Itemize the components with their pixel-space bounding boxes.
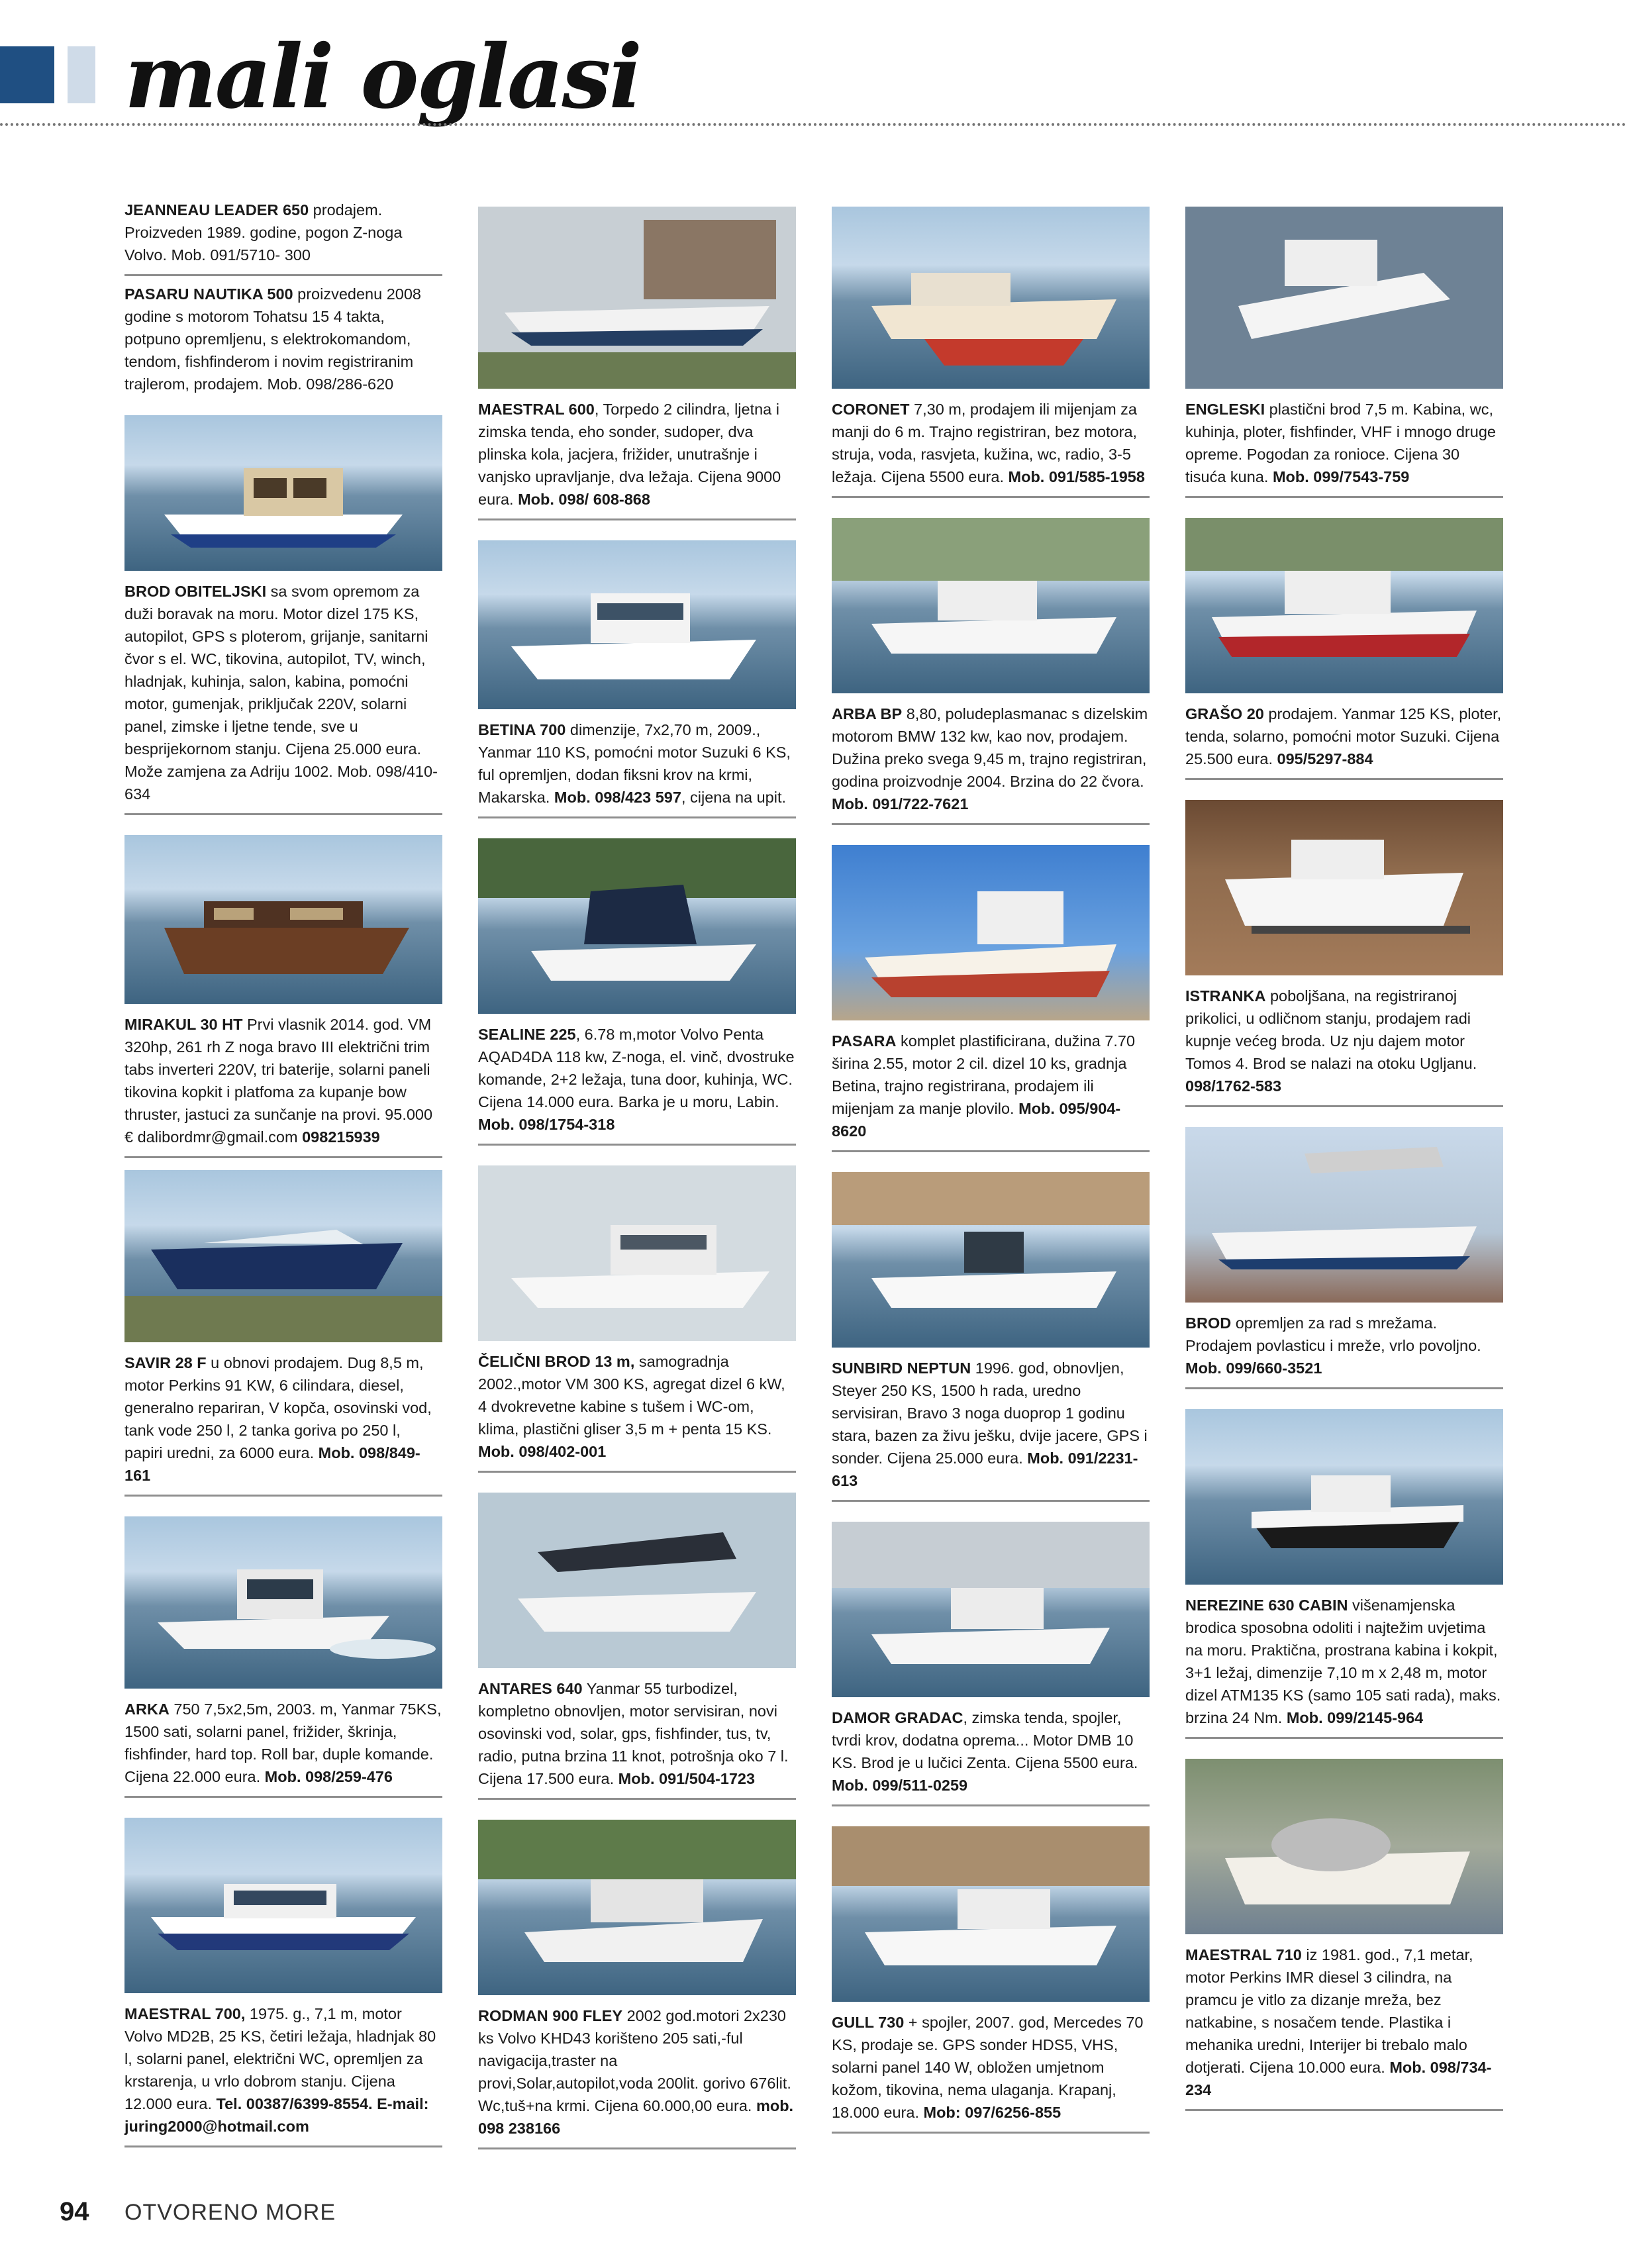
ad-text-tail: , cijena na upit. xyxy=(681,789,787,806)
ad-title: SUNBIRD NEPTUN xyxy=(832,1359,971,1377)
ad-title: ARKA xyxy=(124,1701,170,1718)
ad-title: ISTRANKA xyxy=(1185,987,1266,1005)
ad-contact: Mob. 091/585-1958 xyxy=(1008,468,1145,485)
ad-text: plastični brod 7,5 m. Kabina, wc, kuhinja, ploter, fishfinder, VHF i mnogo druge opreme. Pogodan za ronioce. Cijena 30 tisuća kuna. xyxy=(1185,401,1496,485)
boat-photo xyxy=(478,838,796,1014)
column-1 xyxy=(124,192,442,2147)
ad-text: Yanmar 55 turbodizel, kompletno obnovljen, motor servisiran, novi osovinski vod, solar, gps, fishfinder, tus, tv, radio, putna brzina 11 knot, potrošnja oko 7 l. Cijena 17.500 eura. xyxy=(478,1680,789,1787)
classified-ad xyxy=(124,276,442,403)
classified-ad xyxy=(832,1152,1150,1502)
ad-title: BETINA 700 xyxy=(478,721,566,738)
boat-photo xyxy=(124,1818,442,1993)
ad-title: PASARU NAUTIKA 500 xyxy=(124,285,293,303)
ad-title: BROD xyxy=(1185,1314,1232,1332)
boat-photo xyxy=(478,1165,796,1341)
boat-photo xyxy=(124,1170,442,1342)
ad-contact: Mob. 091/504-1723 xyxy=(618,1770,756,1787)
classified-ad xyxy=(832,1806,1150,2134)
ad-text: iz 1981. god., 7,1 metar, motor Perkins IMR diesel 3 cilindra, na pramcu je vitlo za dizanje mreža, bez natkabine, s nosačem tende. Plastika i mehanika uredni, Interijer bi trebalo malo dotjerati. Cijena 10.000 eura. xyxy=(1185,1946,1473,2076)
ad-contact: Mob. 099/7543-759 xyxy=(1272,468,1410,485)
classified-ad xyxy=(832,825,1150,1152)
ad-text: , 6.78 m,motor Volvo Penta AQAD4DA 118 kw, Z-noga, el. vinč, dvostruke komande, 2+2 ležaja, tuna door, kuhinja, WC. Cijena 14.000 eura. Barka je u moru, Labin. xyxy=(478,1026,795,1110)
boat-photo xyxy=(832,1826,1150,2002)
section-title: mali oglasi xyxy=(124,26,640,128)
ad-text: sa svom opremom za duži boravak na moru. Motor dizel 175 KS, autopilot, GPS s ploterom, grijanje, sanitarni čvor s el. WC, tikovina, autopilot, TV, winch, hladnjak, kuhinja, salon, kabina, pomoćni motor, gumenjak, priključak 220V, solarni panel, zimske i ljetne tende, sve u besprijekornom stanju. Cijena 25.000 eura. Može zamjena za Adriju 1002. Mob. 098/410-634 xyxy=(124,583,438,803)
boat-photo xyxy=(1185,518,1503,693)
ad-contact: Mob. 099/2145-964 xyxy=(1286,1709,1424,1726)
ad-text: 7,30 m, prodajem ili mijenjam za manji do 6 m. Trajno registriran, bez motora, struja, voda, rasvjeta, kužina, wc, radio, 3-5 ležaja. Cijena 5500 eura. xyxy=(832,401,1138,485)
ad-title: SAVIR 28 F xyxy=(124,1354,207,1371)
ad-title: ANTARES 640 xyxy=(478,1680,583,1697)
ad-contact: 095/5297-884 xyxy=(1277,750,1373,767)
ad-title: JEANNEAU LEADER 650 xyxy=(124,201,309,219)
magazine-name: OTVORENO MORE xyxy=(124,2200,336,2225)
column-2 xyxy=(478,192,796,2149)
ad-text: komplet plastificirana, dužina 7.70 širina 2.55, motor 2 cil. dizel 10 ks, gradnja Betina, trajno registrirana, prodajem ili mijenjam za manje plovilo. xyxy=(832,1032,1136,1117)
ad-text: 1975. g., 7,1 m, motor Volvo MD2B, 25 KS, četiri ležaja, hladnjak 80 l, solarni panel, električni WC, opremljen za krstarenja, u vrlo dobrom stanju. Cijena 12.000 eura. xyxy=(124,2005,436,2112)
ad-contact: Mob. 095/904-8620 xyxy=(832,1100,1121,1140)
boat-photo xyxy=(832,845,1150,1020)
header-light-block xyxy=(68,46,95,103)
ad-text: samogradnja 2002.,motor VM 300 KS, agregat dizel 6 kW, 4 dvokrevetne kabine s tušem i WC-om, klima, plastični gliser 3,5 m + penta 15 KS. xyxy=(478,1353,785,1438)
classified-ad xyxy=(478,818,796,1146)
ad-text: 8,80, poludeplasmanac s dizelskim motorom BMW 132 kw, kao nov, prodajem. Dužina preko svega 9,45 m, trajno registriran, godina proizvodnje 2004. Brzina do 22 čvora. xyxy=(832,705,1148,790)
classified-ad xyxy=(478,1800,796,2149)
classified-ad xyxy=(1185,498,1503,780)
boat-photo xyxy=(832,1172,1150,1348)
ad-text: opremljen za rad s mrežama. Prodajem povlasticu i mreže, vrlo povoljno. xyxy=(1185,1314,1481,1354)
ad-contact: 098215939 xyxy=(302,1128,380,1146)
boat-photo xyxy=(478,1820,796,1995)
ad-contact: mob. 098 238166 xyxy=(478,2097,794,2137)
column-4 xyxy=(1185,192,1503,2111)
ad-text: + spojler, 2007. god, Mercedes 70 KS, prodaje se. GPS sonder HDS5, VHS, solarni panel 140 W, obložen umjetnom kožom, tikovina, nema ulaganja. Krapanj, 18.000 eura. xyxy=(832,2014,1144,2121)
classified-ad xyxy=(832,498,1150,825)
ad-title: MAESTRAL 710 xyxy=(1185,1946,1302,1963)
ad-title: NEREZINE 630 CABIN xyxy=(1185,1597,1348,1614)
ad-title: MIRAKUL 30 HT xyxy=(124,1016,243,1033)
classified-ad xyxy=(124,403,442,815)
classified-ad xyxy=(1185,192,1503,498)
ad-contact: Mob. 098/402-001 xyxy=(478,1443,607,1460)
ad-contact: Mob. 099/660-3521 xyxy=(1185,1359,1322,1377)
boat-photo xyxy=(124,835,442,1004)
ad-contact: Mob. 098/849-161 xyxy=(124,1444,420,1484)
ad-text: 2002 god.motori 2x230 ks Volvo KHD43 korišteno 205 sati,-ful navigacija,traster na provi,Solar,autopilot,voda 200lit. gorivo 676lit. Wc,tuš+na krmi. Cijena 60.000,00 eura. xyxy=(478,2007,791,2114)
ad-title: ARBA BP xyxy=(832,705,903,722)
ad-title: ENGLESKI xyxy=(1185,401,1265,418)
ad-contact: Mob. 091/722-7621 xyxy=(832,795,969,813)
ad-title: SEALINE 225 xyxy=(478,1026,576,1043)
boat-photo xyxy=(478,1493,796,1668)
classified-ad xyxy=(478,1473,796,1800)
ad-text: , Torpedo 2 cilindra, ljetna i zimska tenda, eho sonder, sudoper, dva plinska kola, jacjera, frižider, unutrašnje i vanjsko upravljanje, dva ležaja. Cijena 9000 eura. xyxy=(478,401,781,508)
boat-photo xyxy=(124,415,442,571)
classified-ad xyxy=(124,1798,442,2147)
ad-contact: Mob. 098/734-234 xyxy=(1185,2059,1492,2098)
boat-photo xyxy=(1185,800,1503,975)
ad-text: prodajem. Yanmar 125 KS, ploter, tenda, solarno, pomoćni motor Suzuki. Cijena 25.500 eura. xyxy=(1185,705,1502,767)
ad-title: BROD OBITELJSKI xyxy=(124,583,267,600)
ad-title: GRAŠO 20 xyxy=(1185,705,1264,722)
classified-ad xyxy=(1185,1739,1503,2111)
ad-title: CORONET xyxy=(832,401,910,418)
boat-photo xyxy=(832,1522,1150,1697)
ad-text: u obnovi prodajem. Dug 8,5 m, motor Perkins 91 KW, 6 cilindara, diesel, generalno repariran, V kopča, osovinski vod, tank vode 250 l, 2 tanka goriva po 250 l, papiri uredni, za 6000 eura. xyxy=(124,1354,432,1461)
ad-contact: 098/1762-583 xyxy=(1185,1077,1282,1095)
ad-contact: Mob. 098/ 608-868 xyxy=(518,491,650,508)
boat-photo xyxy=(832,207,1150,389)
ad-text: proizvedenu 2008 godine s motorom Tohatsu 15 4 takta, potpuno opremljenu, s elektrokomandom, tendom, fishfinderom i novim registriranim trajlerom, prodajem. Mob. 098/286-620 xyxy=(124,285,421,393)
boat-photo xyxy=(478,207,796,389)
ad-title: RODMAN 900 FLEY xyxy=(478,2007,623,2024)
ad-title: DAMOR GRADAC xyxy=(832,1709,963,1726)
ad-text: višenamjenska brodica sposobna odoliti i najtežim uvjetima na moru. Praktična, prostrana kabina i kokpit, 3+1 ležaj, dimenzije 7,10 m x 2,48 m, motor dizel ATM135 KS (samo 105 sati rada), maks. brzina 24 Nm. xyxy=(1185,1597,1501,1726)
header-dotted-rule xyxy=(0,123,1627,126)
ad-text: poboljšana, na registriranoj prikolici, u odličnom stanju, prodajem radi kupnje većeg broda. Uz nju dajem motor Tomos 4. Brod se nalazi na otoku Ugljanu. xyxy=(1185,987,1477,1072)
ad-text: prodajem. Proizveden 1989. godine, pogon Z-noga Volvo. Mob. 091/5710- 300 xyxy=(124,201,403,264)
classified-ad xyxy=(1185,1389,1503,1739)
boat-photo xyxy=(1185,1409,1503,1585)
classified-ad xyxy=(124,1497,442,1798)
ad-contact: Tel. 00387/6399-8554. E-mail: juring2000@hotmail.com xyxy=(124,2095,429,2135)
classified-ad xyxy=(124,815,442,1158)
classified-ad xyxy=(832,1502,1150,1806)
boat-photo xyxy=(478,540,796,709)
classified-ad xyxy=(832,192,1150,498)
header-color-block xyxy=(0,46,54,103)
page-number: 94 xyxy=(60,2197,89,2226)
classified-ad xyxy=(478,1146,796,1473)
boat-photo xyxy=(832,518,1150,693)
ad-text: Prvi vlasnik 2014. god. VM 320hp, 261 rh Z noga bravo III električni trim tabs inverteri 220V, tri baterije, solarni paneli tikovina kopkit i platfoma za kupanje bow thruster, jastuci za sunčanje na provi. 95.000 € dalibordmr@gmail.com xyxy=(124,1016,433,1146)
classified-ad xyxy=(478,192,796,520)
ad-text: , zimska tenda, spojler, tvrdi krov, dodatna oprema... Motor DMB 10 KS. Brod je u lučici Zenta. Cijena 5500 eura. xyxy=(832,1709,1138,1771)
ad-title: ČELIČNI BROD 13 m, xyxy=(478,1353,635,1370)
ad-title: MAESTRAL 600 xyxy=(478,401,595,418)
ad-title: GULL 730 xyxy=(832,2014,905,2031)
boat-photo xyxy=(1185,1127,1503,1303)
classified-ad xyxy=(1185,780,1503,1107)
classified-ad xyxy=(124,1158,442,1497)
ad-contact: Mob: 097/6256-855 xyxy=(923,2104,1061,2121)
ad-contact: Mob. 098/259-476 xyxy=(264,1768,393,1785)
column-3 xyxy=(832,192,1150,2134)
classified-ad xyxy=(124,192,442,276)
ad-text: 750 7,5x2,5m, 2003. m, Yanmar 75KS, 1500 sati, solarni panel, frižider, škrinja, fishfinder, hard top. Roll bar, duple komande. Cijena 22.000 eura. xyxy=(124,1701,442,1785)
ad-contact: Mob. 091/2231-613 xyxy=(832,1450,1138,1489)
boat-photo xyxy=(1185,1759,1503,1934)
classified-ad xyxy=(1185,1107,1503,1389)
ad-title: MAESTRAL 700, xyxy=(124,2005,246,2022)
ad-text: 1996. god, obnovljen, Steyer 250 KS, 1500 h rada, uredno servisiran, Bravo 3 noga duoprop 1 godinu stara, bazen za živu ješku, dvije jacere, GPS i sonder. Cijena 25.000 eura. xyxy=(832,1359,1148,1467)
ad-text: dimenzije, 7x2,70 m, 2009., Yanmar 110 KS, pomoćni motor Suzuki 6 KS, ful opremljen, dodan fiksni krov na krmi, Makarska. xyxy=(478,721,791,806)
boat-photo xyxy=(1185,207,1503,389)
classified-ad xyxy=(478,520,796,818)
ad-contact: Mob. 098/423 597 xyxy=(554,789,681,806)
ad-contact: Mob. 099/511-0259 xyxy=(832,1777,968,1794)
ad-title: PASARA xyxy=(832,1032,897,1050)
boat-photo xyxy=(124,1516,442,1689)
ad-contact: Mob. 098/1754-318 xyxy=(478,1116,615,1133)
